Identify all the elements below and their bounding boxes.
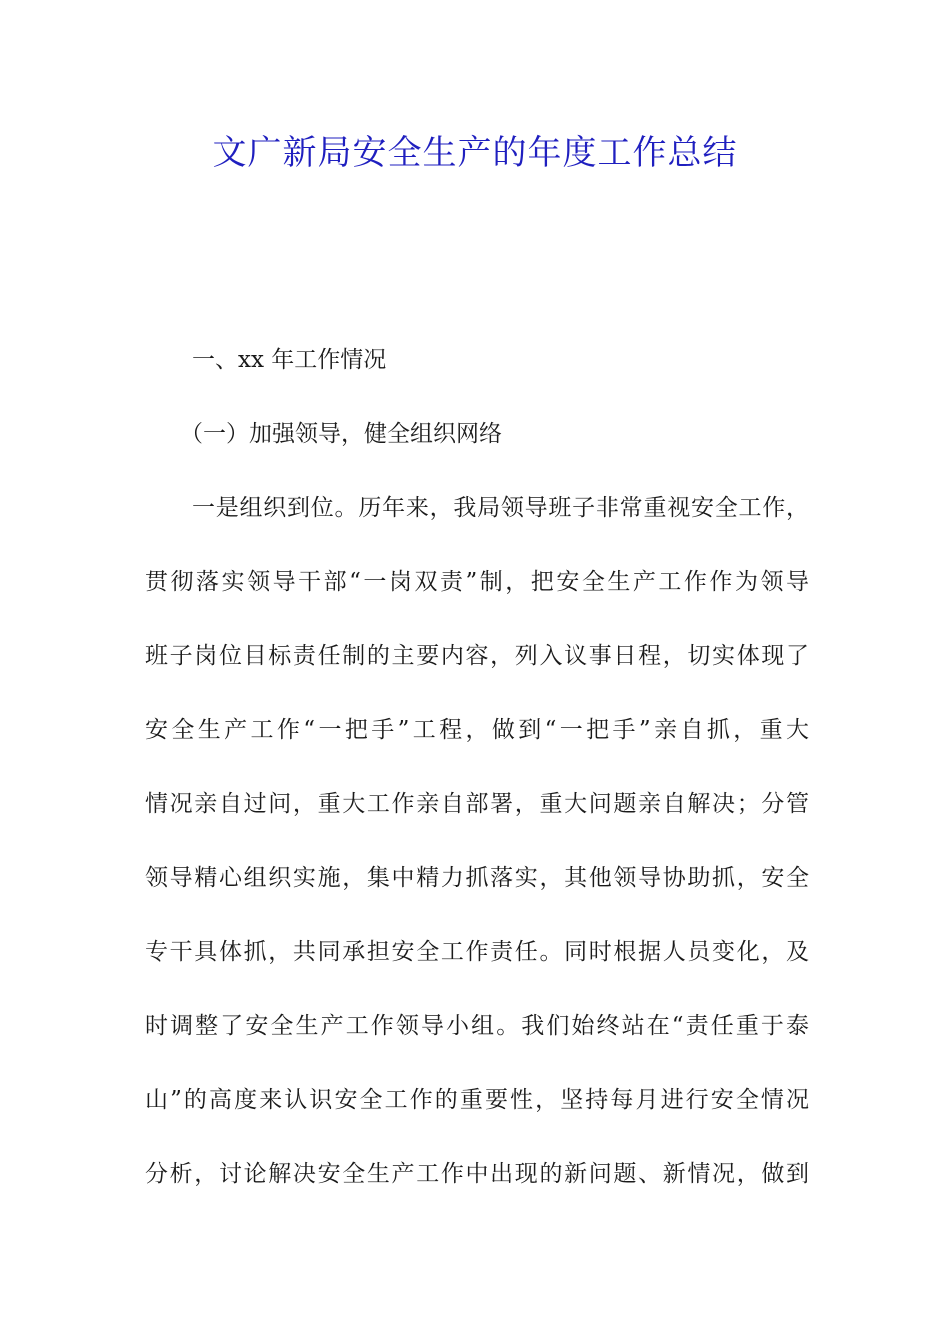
document-title: 文广新局安全生产的年度工作总结	[212, 133, 738, 173]
paragraph-line: 班子岗位目标责任制的主要内容，列入议事日程，切实体现了	[145, 643, 809, 669]
paragraph-line: 领导精心组织实施，集中精力抓落实，其他领导协助抓，安全	[145, 865, 809, 891]
paragraph-line: 安全生产工作“一把手”工程，做到“一把手”亲自抓，重大	[145, 717, 809, 743]
paragraph-line: 情况亲自过问，重大工作亲自部署，重大问题亲自解决；分管	[145, 791, 809, 817]
paragraph-line: 山”的高度来认识安全工作的重要性，坚持每月进行安全情况	[145, 1087, 809, 1113]
paragraph-line: 分析，讨论解决安全生产工作中出现的新问题、新情况，做到	[145, 1161, 809, 1187]
paragraph-line: 一是组织到位。历年来，我局领导班子非常重视安全工作，	[192, 495, 809, 521]
paragraph-line: 专干具体抓，共同承担安全工作责任。同时根据人员变化，及	[145, 939, 809, 965]
section-heading: 一、xx 年工作情况	[192, 347, 387, 373]
body-paragraph	[145, 492, 809, 1232]
subsection-heading: （一）加强领导，健全组织网络	[180, 421, 502, 447]
paragraph-line: 贯彻落实领导干部“一岗双责”制，把安全生产工作作为领导	[145, 569, 809, 595]
paragraph-line: 时调整了安全生产工作领导小组。我们始终站在“责任重于泰	[145, 1013, 809, 1039]
